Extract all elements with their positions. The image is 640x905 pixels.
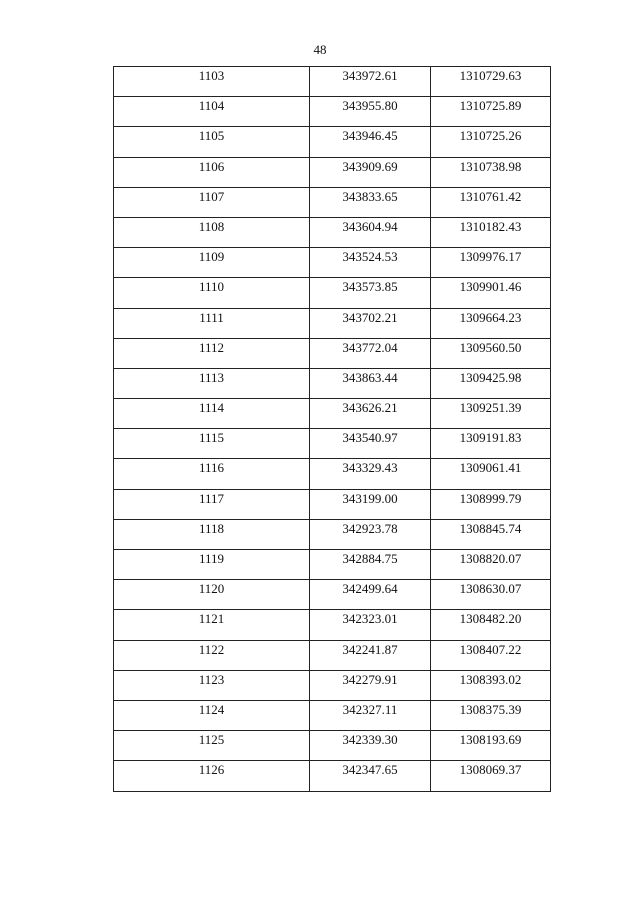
x-coordinate-cell: 343909.69: [310, 157, 431, 187]
x-coordinate-cell: 343972.61: [310, 67, 431, 97]
y-coordinate-cell: 1308999.79: [431, 489, 551, 519]
point-id-cell: 1117: [114, 489, 310, 519]
table-row: [114, 97, 551, 127]
table-row: [114, 550, 551, 580]
x-coordinate-cell: 343626.21: [310, 399, 431, 429]
y-coordinate-cell: 1308375.39: [431, 700, 551, 730]
coordinates-table: [113, 66, 551, 792]
table-row: [114, 761, 551, 791]
point-id-cell: 1123: [114, 670, 310, 700]
point-id-cell: 1122: [114, 640, 310, 670]
x-coordinate-cell: 343540.97: [310, 429, 431, 459]
y-coordinate-cell: 1308845.74: [431, 519, 551, 549]
point-id-cell: 1107: [114, 187, 310, 217]
x-coordinate-cell: 343946.45: [310, 127, 431, 157]
y-coordinate-cell: 1308407.22: [431, 640, 551, 670]
coordinates-table-body: [114, 67, 551, 792]
x-coordinate-cell: 343604.94: [310, 217, 431, 247]
y-coordinate-cell: 1308482.20: [431, 610, 551, 640]
x-coordinate-cell: 343833.65: [310, 187, 431, 217]
point-id-cell: 1103: [114, 67, 310, 97]
x-coordinate-cell: 343199.00: [310, 489, 431, 519]
y-coordinate-cell: 1309901.46: [431, 278, 551, 308]
y-coordinate-cell: 1310738.98: [431, 157, 551, 187]
x-coordinate-cell: 343702.21: [310, 308, 431, 338]
x-coordinate-cell: 343524.53: [310, 248, 431, 278]
x-coordinate-cell: 342323.01: [310, 610, 431, 640]
table-row: [114, 459, 551, 489]
point-id-cell: 1113: [114, 368, 310, 398]
x-coordinate-cell: 343573.85: [310, 278, 431, 308]
y-coordinate-cell: 1308193.69: [431, 731, 551, 761]
table-row: [114, 580, 551, 610]
x-coordinate-cell: 342327.11: [310, 700, 431, 730]
table-row: [114, 278, 551, 308]
y-coordinate-cell: 1309664.23: [431, 308, 551, 338]
table-row: [114, 368, 551, 398]
table-row: [114, 217, 551, 247]
y-coordinate-cell: 1309251.39: [431, 399, 551, 429]
point-id-cell: 1118: [114, 519, 310, 549]
table-row: [114, 489, 551, 519]
x-coordinate-cell: 342241.87: [310, 640, 431, 670]
y-coordinate-cell: 1309560.50: [431, 338, 551, 368]
point-id-cell: 1126: [114, 761, 310, 791]
x-coordinate-cell: 342499.64: [310, 580, 431, 610]
y-coordinate-cell: 1308820.07: [431, 550, 551, 580]
y-coordinate-cell: 1309191.83: [431, 429, 551, 459]
y-coordinate-cell: 1309976.17: [431, 248, 551, 278]
point-id-cell: 1106: [114, 157, 310, 187]
x-coordinate-cell: 343955.80: [310, 97, 431, 127]
y-coordinate-cell: 1310761.42: [431, 187, 551, 217]
y-coordinate-cell: 1310725.26: [431, 127, 551, 157]
point-id-cell: 1112: [114, 338, 310, 368]
table-row: [114, 308, 551, 338]
table-row: [114, 429, 551, 459]
point-id-cell: 1124: [114, 700, 310, 730]
point-id-cell: 1114: [114, 399, 310, 429]
y-coordinate-cell: 1308069.37: [431, 761, 551, 791]
y-coordinate-cell: 1308630.07: [431, 580, 551, 610]
point-id-cell: 1121: [114, 610, 310, 640]
x-coordinate-cell: 342884.75: [310, 550, 431, 580]
table-row: [114, 187, 551, 217]
y-coordinate-cell: 1310725.89: [431, 97, 551, 127]
x-coordinate-cell: 343772.04: [310, 338, 431, 368]
y-coordinate-cell: 1308393.02: [431, 670, 551, 700]
x-coordinate-cell: 342339.30: [310, 731, 431, 761]
table-row: [114, 640, 551, 670]
table-row: [114, 731, 551, 761]
y-coordinate-cell: 1309061.41: [431, 459, 551, 489]
table-row: [114, 519, 551, 549]
point-id-cell: 1108: [114, 217, 310, 247]
table-row: [114, 670, 551, 700]
x-coordinate-cell: 342279.91: [310, 670, 431, 700]
table-row: [114, 248, 551, 278]
point-id-cell: 1105: [114, 127, 310, 157]
table-row: [114, 157, 551, 187]
point-id-cell: 1111: [114, 308, 310, 338]
y-coordinate-cell: 1309425.98: [431, 368, 551, 398]
table-row: [114, 399, 551, 429]
table-row: [114, 700, 551, 730]
x-coordinate-cell: 343863.44: [310, 368, 431, 398]
point-id-cell: 1119: [114, 550, 310, 580]
y-coordinate-cell: 1310182.43: [431, 217, 551, 247]
point-id-cell: 1115: [114, 429, 310, 459]
x-coordinate-cell: 342923.78: [310, 519, 431, 549]
x-coordinate-cell: 343329.43: [310, 459, 431, 489]
point-id-cell: 1116: [114, 459, 310, 489]
page-number: 48: [313, 42, 327, 57]
table-row: [114, 338, 551, 368]
point-id-cell: 1110: [114, 278, 310, 308]
table-row: [114, 610, 551, 640]
x-coordinate-cell: 342347.65: [310, 761, 431, 791]
table-row: [114, 67, 551, 97]
y-coordinate-cell: 1310729.63: [431, 67, 551, 97]
point-id-cell: 1109: [114, 248, 310, 278]
table-row: [114, 127, 551, 157]
point-id-cell: 1125: [114, 731, 310, 761]
point-id-cell: 1104: [114, 97, 310, 127]
point-id-cell: 1120: [114, 580, 310, 610]
